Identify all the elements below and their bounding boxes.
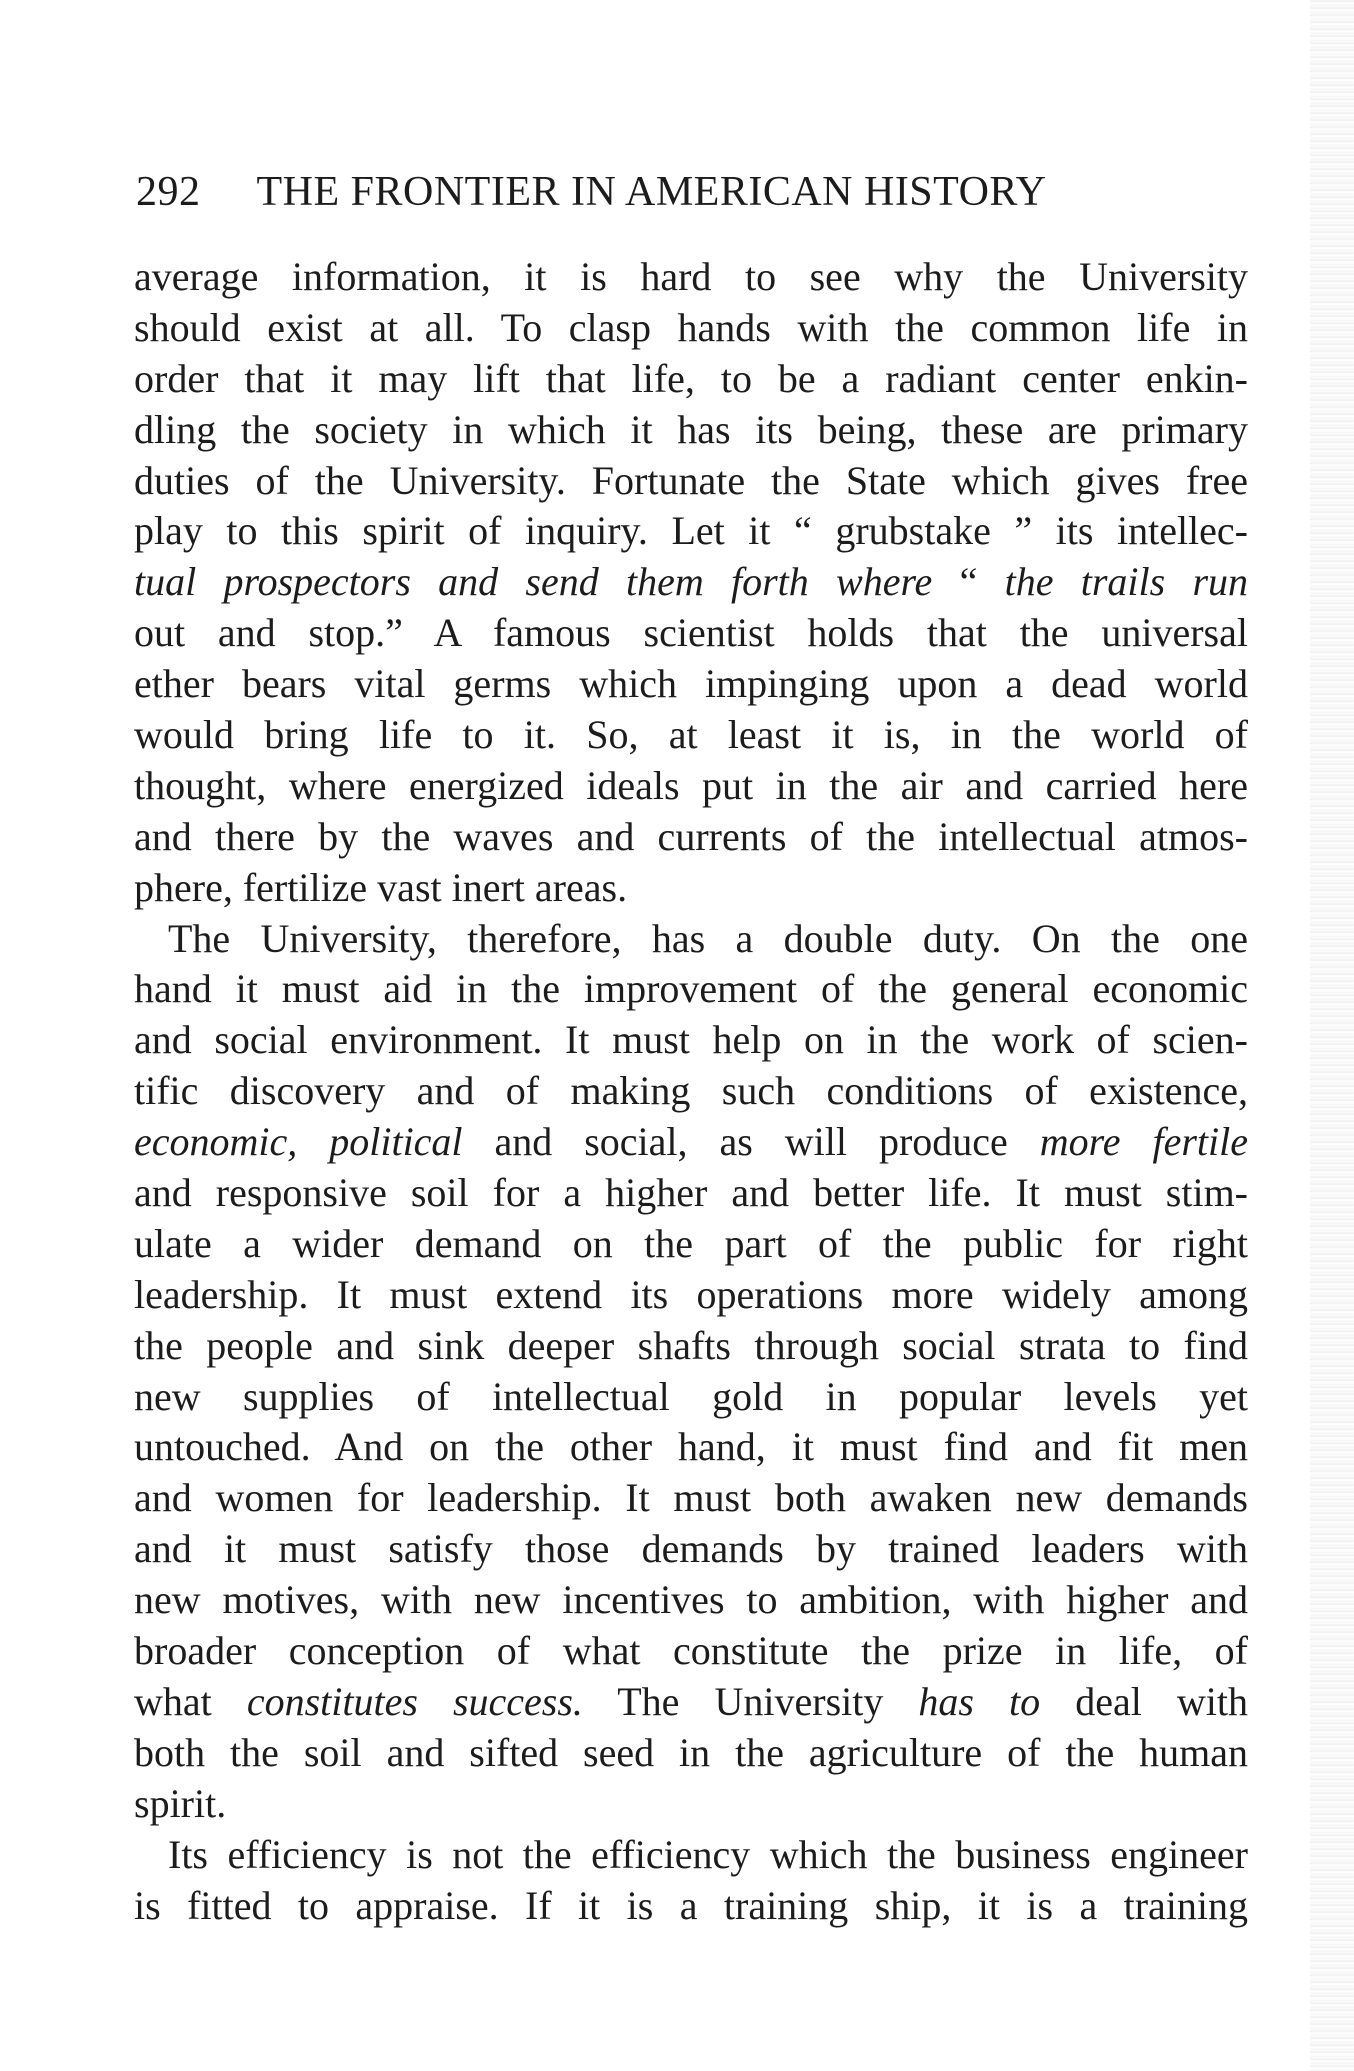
text-line: new supplies of intellectual gold in popular levels yet [134,1373,1248,1419]
text-line: Its efficiency is not the efficiency which the business engineer [168,1831,1248,1877]
text-line: ulate a wider demand on the part of the public for right [134,1220,1248,1266]
text-line: spirit. [134,1780,227,1826]
text-line: average information, it is hard to see why the University [134,254,1248,299]
text-line: play to this spirit of inquiry. Let it “ grubstake ” its intellec- [134,508,1248,554]
text-line: and women for leadership. It must both awaken new demands [134,1475,1248,1521]
text-line: broader conception of what constitute the prize in life, of [134,1628,1248,1674]
text-line: thought, where energized ideals put in the air and carried here [134,762,1248,808]
page-edge-shadow [1310,0,1354,2071]
text-line: what constitutes success. The University has to deal with [134,1678,1248,1724]
text-line: and there by the waves and currents of the intellectual atmos- [134,813,1248,859]
paragraph-2 [134,914,1248,1830]
text-line: tual prospectors and send them forth where “ the trails run [134,559,1249,605]
text-line: order that it may lift that life, to be a radiant center enkin- [134,355,1248,401]
text-line: the people and sink deeper shafts through social strata to find [134,1322,1248,1368]
page-number: 292 [136,169,201,215]
text-line: phere, fertilize vast inert areas. [134,864,628,910]
text-line: tific discovery and of making such conditions of existence, [134,1068,1248,1114]
text-line: The University, therefore, has a double duty. On the one [168,915,1248,961]
text-line: would bring life to it. So, at least it is, in the world of [134,712,1248,758]
paragraph-1 [134,252,1248,914]
running-head [136,168,1236,216]
body-text [134,252,1248,1931]
text-line: economic, political and social, as will produce more fertile [134,1119,1248,1165]
text-line: and it must satisfy those demands by trained leaders with [134,1526,1248,1572]
text-line: out and stop.” A famous scientist holds that the universal [134,610,1248,656]
text-line: duties of the University. Fortunate the State which gives free [134,457,1248,503]
text-line: and social environment. It must help on in the work of scien- [134,1017,1248,1063]
text-line: dling the society in which it has its being, these are primary [134,406,1248,452]
text-line: new motives, with new incentives to ambition, with higher and [134,1577,1248,1623]
text-line: untouched. And on the other hand, it must find and fit men [134,1424,1248,1470]
text-line: ether bears vital germs which impinging upon a dead world [134,661,1248,707]
text-line: and responsive soil for a higher and better life. It must stim- [134,1170,1248,1216]
paragraph-3 [134,1830,1248,1932]
text-line: should exist at all. To clasp hands with the common life in [134,304,1248,350]
text-line: leadership. It must extend its operations more widely among [134,1271,1248,1317]
text-line: hand it must aid in the improvement of the general economic [134,966,1248,1012]
text-line: both the soil and sifted seed in the agriculture of the human [134,1729,1248,1775]
text-line: is fitted to appraise. If it is a training ship, it is a training [134,1882,1248,1928]
running-title: THE FRONTIER IN AMERICAN HISTORY [256,169,1047,215]
